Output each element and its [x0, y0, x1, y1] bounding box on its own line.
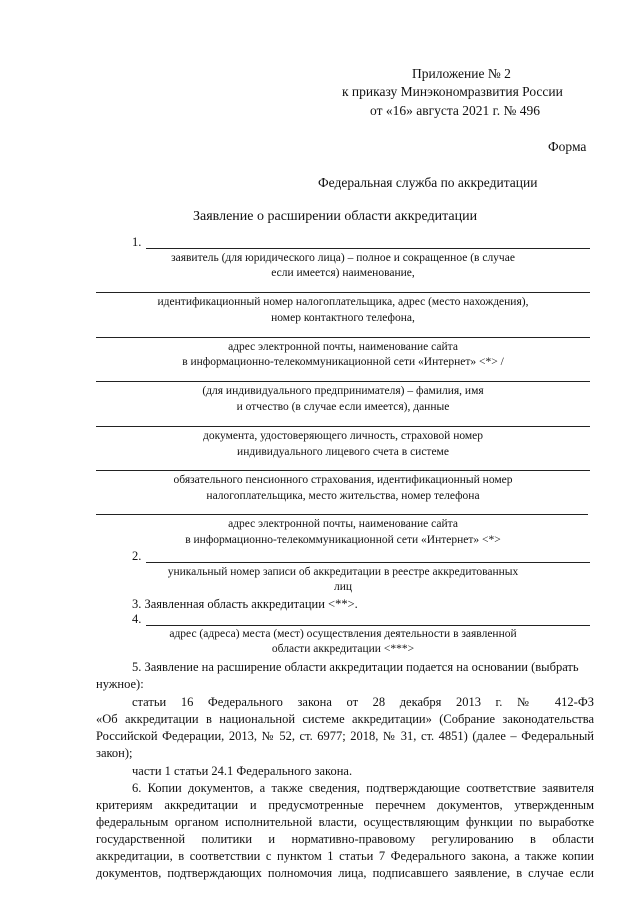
item1-caption-13: адрес электронной почты, наименование сайта: [228, 518, 458, 530]
p6-line-2: критериям аккредитации и предусмотренные перечнем документов, утвержденным: [96, 798, 594, 812]
item1-caption-6: в информационно-телекоммуникационной сети «Интернет» <*> /: [182, 356, 504, 368]
item1-caption-4: номер контактного телефона,: [271, 312, 415, 324]
item2-number: 2.: [132, 549, 142, 563]
item1-caption-12: налогоплательщика, место жительства, номер телефона: [206, 490, 480, 502]
item1-caption-2: если имеется) наименование,: [271, 267, 415, 279]
item1-fill-line-7: [96, 514, 588, 515]
item1-fill-line-2: [96, 292, 590, 293]
item1-fill-line-6: [96, 470, 590, 471]
item1-caption-1: заявитель (для юридического лица) – полное и сокращенное (в случае: [171, 252, 515, 264]
law-line-1: статьи 16 Федерального закона от 28 декабря 2013 г. № 412-ФЗ: [132, 695, 594, 709]
item1-caption-14: в информационно-телекоммуникационной сети «Интернет» <*>: [185, 534, 501, 546]
p6-line-6: документов, подтверждающих полномочия лица, подписавшего заявление, в случае если: [96, 866, 594, 880]
item4-number: 4.: [132, 612, 142, 626]
part-line: части 1 статьи 24.1 Федерального закона.: [132, 764, 353, 778]
item1-fill-line-5: [96, 426, 590, 427]
order-date: от «16» августа 2021 г. № 496: [370, 103, 540, 118]
order-reference: к приказу Минэкономразвития России: [342, 84, 563, 99]
p5-line-2: нужное):: [96, 677, 144, 691]
p6-line-4: государственной политики и нормативно-правовому регулированию в области: [96, 832, 594, 846]
item1-caption-8: и отчество (в случае если имеется), данные: [236, 401, 450, 413]
item1-fill-line-3: [96, 337, 590, 338]
item1-number: 1.: [132, 235, 142, 249]
item2-fill-line: [146, 562, 590, 563]
item4-fill-line: [146, 625, 590, 626]
item1-fill-line-4: [96, 381, 590, 382]
law-line-4: закон);: [96, 746, 133, 760]
item2-caption-1: уникальный номер записи об аккредитации в реестре аккредитованных: [167, 566, 519, 578]
item1-caption-10: индивидуального лицевого счета в системе: [237, 446, 449, 458]
item1-caption-11: обязательного пенсионного страхования, идентификационный номер: [173, 474, 513, 486]
item1-caption-9: документа, удостоверяющего личность, страховой номер: [202, 430, 484, 442]
law-line-2: «Об аккредитации в национальной системе аккредитации» (Собрание законодательства: [96, 712, 594, 726]
form-label: Форма: [548, 139, 587, 154]
item2-caption-2: лиц: [333, 581, 353, 593]
item1-caption-7: (для индивидуального предпринимателя) – фамилия, имя: [202, 385, 484, 397]
p6-line-3: федеральным органом исполнительной власти, осуществляющим функции по выработке: [96, 815, 594, 829]
item4-caption-2: области аккредитации <***>: [271, 643, 415, 655]
agency-name: Федеральная служба по аккредитации: [318, 175, 538, 190]
item1-caption-3: идентификационный номер налогоплательщика, адрес (место нахождения),: [157, 296, 529, 308]
document-title: Заявление о расширении области аккредитации: [193, 209, 478, 224]
appendix-number: Приложение № 2: [412, 66, 511, 81]
p6-line-1: 6. Копии документов, а также сведения, подтверждающие соответствие заявителя: [132, 781, 594, 795]
item3-declared-scope: 3. Заявленная область аккредитации <**>.: [132, 597, 358, 611]
item1-caption-5: адрес электронной почты, наименование сайта: [228, 341, 458, 353]
item4-caption-1: адрес (адреса) места (мест) осуществления деятельности в заявленной: [169, 628, 517, 640]
item1-fill-line: [146, 248, 590, 249]
p6-line-5: аккредитации, в соответствии с пунктом 1 статьи 7 Федерального закона, а также копии: [96, 849, 594, 863]
law-line-3: Российской Федерации, 2013, № 52, ст. 6977; 2018, № 31, ст. 4851) (далее – Федеральный: [96, 729, 594, 743]
p5-line-1: 5. Заявление на расширение области аккредитации подается на основании (выбрать: [132, 660, 579, 674]
